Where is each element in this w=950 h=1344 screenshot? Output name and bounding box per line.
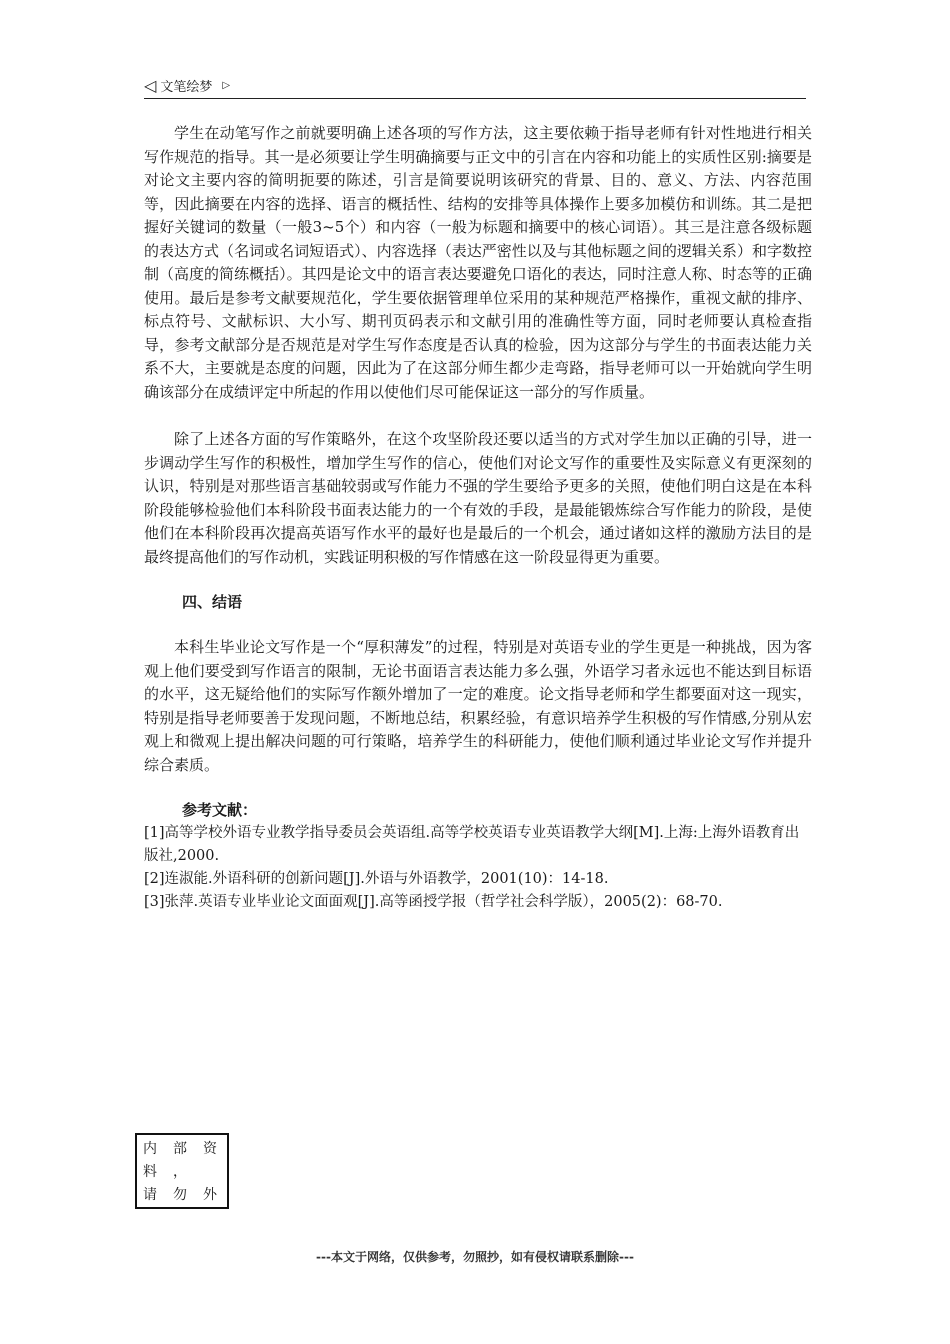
header-brand: [144, 76, 230, 95]
stamp-line-3: 请勿外: [143, 1187, 233, 1203]
page-footer: ---本文于网络，仅供参考，勿照抄，如有侵权请联系删除---: [316, 1250, 634, 1264]
paragraph-1: 学生在动笔写作之前就要明确上述各项的写作方法，这主要依赖于指导老师有针对性地进行相关写作规范的指导。其一是必须要让学生明确摘要与正文中的引言在内容和功能上的实质性区别:摘要是对论文主要内容的简明扼要的陈述，引言是简要说明该研究的背景、目的、意义、方法、内容范围等，因此摘要在内容的选择、语言的概括性、结构的安排等具体操作上要多加模仿和训练。其二是把握好关键词的数量（一般3~5个）和内容（一般为标题和摘要中的核心词语）。其三是注意各级标题的表达方式（名词或名词短语式）、内容选择（表达严密性以及与其他标题之间的逻辑关系）和字数控制（高度的简练概括）。其四是论文中的语言表达要避免口语化的表达，同时注意人称、时态等的正确使用。最后是参考文献要规范化，学生要依据管理单位采用的某种规范严格操作，重视文献的排序、标点符号、文献标识、大小写、期刊页码表示和文献引用的准确性等方面，同时老师要认真检查指导，参考文献部分是否规范是对学生写作态度是否认真的检验，因为这部分与学生的书面表达能力关系不大，主要就是态度的问题，因此为了在这部分师生都少走弯路，指导老师可以一开始就向学生明确该部分在成绩评定中所起的作用以使他们尽可能保证这一部分的写作质量。: [144, 124, 812, 401]
triangle-left-icon: ◁: [144, 75, 157, 95]
internal-stamp: [135, 1133, 233, 1209]
page-header: [144, 74, 806, 99]
paragraph-2: 除了上述各方面的写作策略外，在这个攻坚阶段还要以适当的方式对学生加以正确的引导，进一步调动学生写作的积极性，增加学生写作的信心，使他们对论文写作的重要性及实际意义有更深刻的认识，特别是对那些语言基础较弱或写作能力不强的学生要给予更多的关照，使他们明白这是在本科阶段能够检验他们本科阶段书面表达能力的一个有效的手段，是最能锻炼综合写作能力的阶段，是使他们在本科阶段再次提高英语写作水平的最好也是最后的一个机会，通过诸如这样的激励方法目的是最终提高他们的写作动机，实践证明积极的写作情感在这一阶段显得更为重要。: [144, 430, 812, 566]
reference-item: [2]连淑能.外语科研的创新问题[J].外语与外语教学，2001(10)：14-18.: [144, 871, 609, 887]
header-title: 文笔绘梦: [160, 80, 213, 95]
document-body: [144, 122, 812, 914]
triangle-right-icon: ▷: [222, 80, 231, 91]
reference-item: [1]高等学校外语专业教学指导委员会英语组.高等学校英语专业英语教学大纲[M].上海:上海外语教育出版社,2000.: [144, 825, 800, 864]
section-heading: 四、结语: [182, 593, 243, 611]
references-title: 参考文献：: [182, 801, 258, 819]
paragraph-3: 本科生毕业论文写作是一个“厚积薄发”的过程，特别是对英语专业的学生更是一种挑战，因为客观上他们要受到写作语言的限制，无论书面语言表达能力多么强，外语学习者永远也不能达到目标语的水平，这无疑给他们的实际写作额外增加了一定的难度。论文指导老师和学生都要面对这一现实，特别是指导老师要善于发现问题，不断地总结，积累经验，有意识培养学生积极的写作情感,分别从宏观上和微观上提出解决问题的可行策略，培养学生的科研能力，使他们顺利通过毕业论文写作并提升综合素质。: [144, 638, 812, 774]
stamp-line-2: 料，: [143, 1164, 203, 1180]
stamp-line-1: 内部资: [143, 1141, 233, 1157]
reference-item: [3]张萍.英语专业毕业论文面面观[J].高等函授学报（哲学社会科学版），2005(2)：68-70.: [144, 894, 723, 910]
